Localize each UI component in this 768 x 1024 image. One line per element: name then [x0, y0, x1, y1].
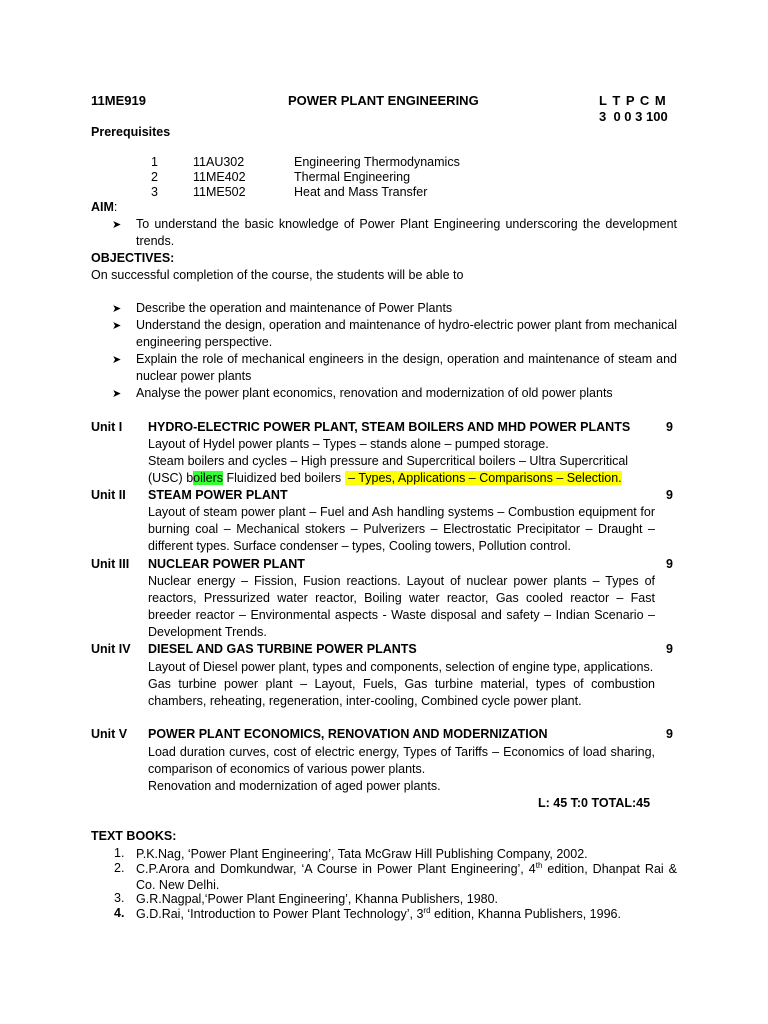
- unit-title: POWER PLANT ECONOMICS, RENOVATION AND MODERNIZATION: [148, 727, 548, 741]
- unit-title: STEAM POWER PLANT: [148, 488, 288, 502]
- ltpcm-label: L T P C M: [599, 93, 667, 108]
- arrow-bullet-icon: ➤: [112, 388, 122, 400]
- book-entry: [136, 861, 677, 893]
- prereq-name: Engineering Thermodynamics: [294, 155, 460, 169]
- prereq-num: 1: [151, 155, 158, 169]
- unit-hours: 9: [666, 557, 673, 571]
- aim-text: To understand the basic knowledge of Power Plant Engineering underscoring the development trends.: [136, 217, 677, 248]
- unit-body: [148, 659, 655, 710]
- unit-body-paragraph: Renovation and modernization of aged power plants.: [148, 779, 441, 793]
- arrow-bullet-icon: ➤: [112, 219, 122, 231]
- highlighted-text: – Types, Applications – Comparisons – Selection.: [344, 471, 622, 485]
- aim-colon: :: [113, 200, 118, 214]
- prereq-num: 2: [151, 170, 158, 184]
- unit-body: [148, 744, 655, 795]
- prereq-code: 11AU302: [193, 155, 245, 169]
- unit-body-paragraph: Layout of Diesel power plant, types and components, selection of engine type, applications.: [148, 660, 654, 674]
- ltpcm-values: 3 0 0 3 100: [599, 109, 668, 124]
- aim-heading-wrap: [91, 200, 117, 214]
- ordinal-suffix: rd: [423, 905, 431, 915]
- unit-title: HYDRO-ELECTRIC POWER PLANT, STEAM BOILERS AND MHD POWER PLANTS: [148, 420, 631, 434]
- course-code: 11ME919: [91, 93, 146, 108]
- arrow-bullet-icon: ➤: [112, 303, 122, 315]
- objective-item: Analyse the power plant economics, renovation and modernization of old power plants: [136, 386, 613, 400]
- unit-label: Unit III: [91, 557, 130, 571]
- book-entry-text: C.P.Arora and Domkundwar, ‘A Course in Power Plant Engineering’, 4: [136, 862, 536, 876]
- book-entry-text: edition, Khanna Publishers, 1996.: [430, 907, 621, 921]
- unit-hours: 9: [666, 642, 673, 656]
- unit-title: NUCLEAR POWER PLANT: [148, 557, 305, 571]
- unit-body-paragraph: Load duration curves, cost of electric energy, Types of Tariffs – Economics of load sharing, comparison of economics of various power plants.: [148, 745, 655, 776]
- unit-label: Unit II: [91, 488, 126, 502]
- course-title: POWER PLANT ENGINEERING: [288, 93, 479, 108]
- book-entry: [136, 906, 677, 922]
- book-entry: G.R.Nagpal,‘Power Plant Engineering’, Khanna Publishers, 1980.: [136, 892, 499, 906]
- prereq-code: 11ME502: [193, 185, 246, 199]
- objective-item: Explain the role of mechanical engineers in the design, operation and maintenance of steam and nuclear power plants: [136, 352, 677, 383]
- arrow-bullet-icon: ➤: [112, 354, 122, 366]
- objective-item: Understand the design, operation and maintenance of hydro-electric power plant from mechanical engineering perspective.: [136, 318, 677, 349]
- aim-heading: AIM: [91, 200, 114, 214]
- ordinal-suffix: th: [535, 860, 543, 870]
- book-number: 3.: [114, 891, 125, 905]
- arrow-bullet-icon: ➤: [112, 320, 122, 332]
- unit-body: Nuclear energy – Fission, Fusion reactions. Layout of nuclear power plants – Types of reactors, Pressurized water reactor, Boiling water reactor, Gas cooled reactor – Fast breeder reactor – Environmental aspects - Waste disposal and safety – Indian Scenario – Development Trends.: [148, 574, 655, 639]
- body-text: Fluidized bed boilers: [223, 471, 345, 485]
- book-number: 2.: [114, 861, 125, 875]
- book-number: 1.: [114, 846, 125, 860]
- unit-body-line: Layout of Hydel power plants – Types – stands alone – pumped storage.: [148, 437, 549, 451]
- highlighted-text: oilers: [193, 471, 224, 485]
- objectives-intro: On successful completion of the course, the students will be able to: [91, 268, 464, 282]
- prereq-name: Thermal Engineering: [294, 170, 411, 184]
- unit-hours: 9: [666, 488, 673, 502]
- body-text: (USC) b: [148, 471, 194, 485]
- prereq-code: 11ME402: [193, 170, 246, 184]
- prereq-num: 3: [151, 185, 158, 199]
- unit-label: Unit V: [91, 727, 128, 741]
- book-entry: P.K.Nag, ‘Power Plant Engineering’, Tata McGraw Hill Publishing Company, 2002.: [136, 847, 588, 861]
- unit-body-line: Steam boilers and cycles – High pressure and Supercritical boilers – Ultra Supercritical: [148, 454, 629, 468]
- unit-body: Layout of steam power plant – Fuel and Ash handling systems – Combustion equipment for burning coal – Mechanical stokers – Pulverizers – Electrostatic Precipitator – Draught – different types. Surface condenser – types, Cooling towers, Pollution control.: [148, 505, 655, 553]
- unit-body: [148, 436, 655, 487]
- unit-hours: 9: [666, 727, 673, 741]
- unit-body-line: [148, 470, 655, 487]
- objectives-heading: OBJECTIVES:: [91, 251, 175, 265]
- unit-hours: 9: [666, 420, 673, 434]
- prerequisites-heading: Prerequisites: [91, 125, 171, 139]
- unit-label: Unit I: [91, 420, 123, 434]
- textbooks-heading: TEXT BOOKS:: [91, 829, 177, 843]
- prereq-name: Heat and Mass Transfer: [294, 185, 428, 199]
- unit-body-paragraph: Gas turbine power plant – Layout, Fuels, Gas turbine material, types of combustion chambers, reheating, regeneration, inter-cooling, Combined cycle power plant.: [148, 677, 655, 708]
- hours-total: L: 45 T:0 TOTAL:45: [538, 796, 651, 810]
- book-entry-text: edition, Dhanpat Rai & Co. New Delhi.: [136, 862, 677, 892]
- book-entry-text: G.D.Rai, ‘Introduction to Power Plant Technology’, 3: [136, 907, 424, 921]
- unit-label: Unit IV: [91, 642, 131, 656]
- book-number: 4.: [114, 906, 125, 920]
- unit-title: DIESEL AND GAS TURBINE POWER PLANTS: [148, 642, 417, 656]
- objective-item: Describe the operation and maintenance of Power Plants: [136, 301, 453, 315]
